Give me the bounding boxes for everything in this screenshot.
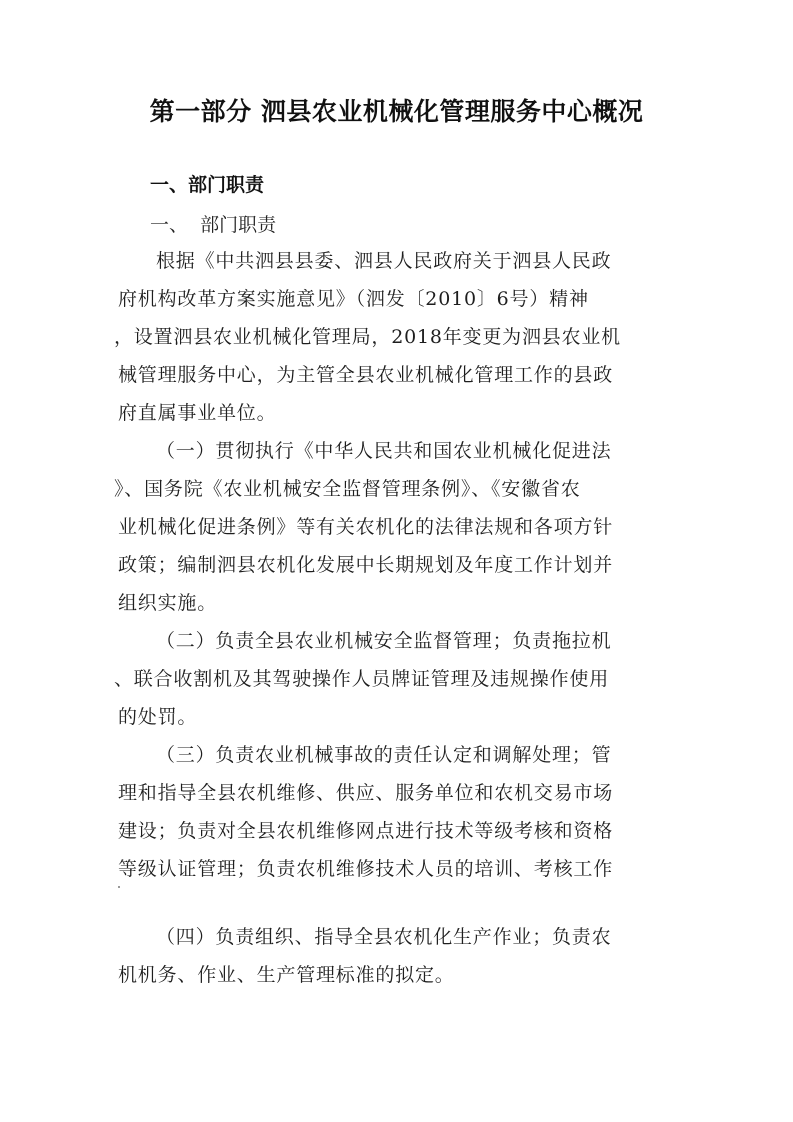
paragraph-line: 的处罚。	[118, 706, 198, 728]
paragraph-line: 业机械化促进条例》等有关农机化的法律法规和各项方针	[118, 516, 614, 538]
paragraph-line: 政策；编制泗县农机化发展中长期规划及年度工作计划并	[118, 554, 614, 576]
paragraph-line: 根据《中共泗县县委、泗县人民政府关于泗县人民政	[156, 250, 612, 272]
page-title: 第一部分 泗县农业机械化管理服务中心概况	[149, 97, 644, 126]
paragraph-line: 等级认证管理；负责农机维修技术人员的培训、考核工作	[118, 858, 614, 880]
paragraph-line: 组织实施。	[118, 592, 218, 614]
paragraph-line: 建设；负责对全县农机维修网点进行技术等级考核和资格	[118, 820, 614, 842]
paragraph-line: 理和指导全县农机维修、供应、服务单位和农机交易市场	[118, 782, 614, 804]
paragraph-line: 械管理服务中心，为主管全县农业机械化管理工作的县政	[118, 364, 614, 386]
paragraph-line: 、联合收割机及其驾驶操作人员牌证管理及违规操作使用	[114, 668, 610, 690]
section-heading: 一、部门职责	[150, 174, 265, 196]
paragraph-line: 》、国务院《农业机械安全监督管理条例》、《安徽省农	[114, 478, 581, 500]
paragraph-line: 府直属事业单位。	[118, 402, 277, 424]
subheading: 一、 部门职责	[150, 214, 277, 236]
paragraph-line: （二）负责全县农业机械安全监督管理；负责拖拉机	[156, 630, 612, 652]
paragraph-line: （三）负责农业机械事故的责任认定和调解处理；管	[156, 744, 612, 766]
paragraph-line: ，设置泗县农业机械化管理局，2018年变更为泗县农业机	[114, 326, 621, 348]
stray-mark	[118, 886, 120, 888]
paragraph-line: 机机务、作业、生产管理标准的拟定。	[118, 964, 455, 986]
paragraph-line: 府机构改革方案实施意见》（泗发〔2010〕6号）精神	[118, 288, 589, 310]
paragraph-line: （一）贯彻执行《中华人民共和国农业机械化促进法	[156, 440, 612, 462]
paragraph-line: （四）负责组织、指导全县农机化生产作业；负责农	[156, 926, 612, 948]
